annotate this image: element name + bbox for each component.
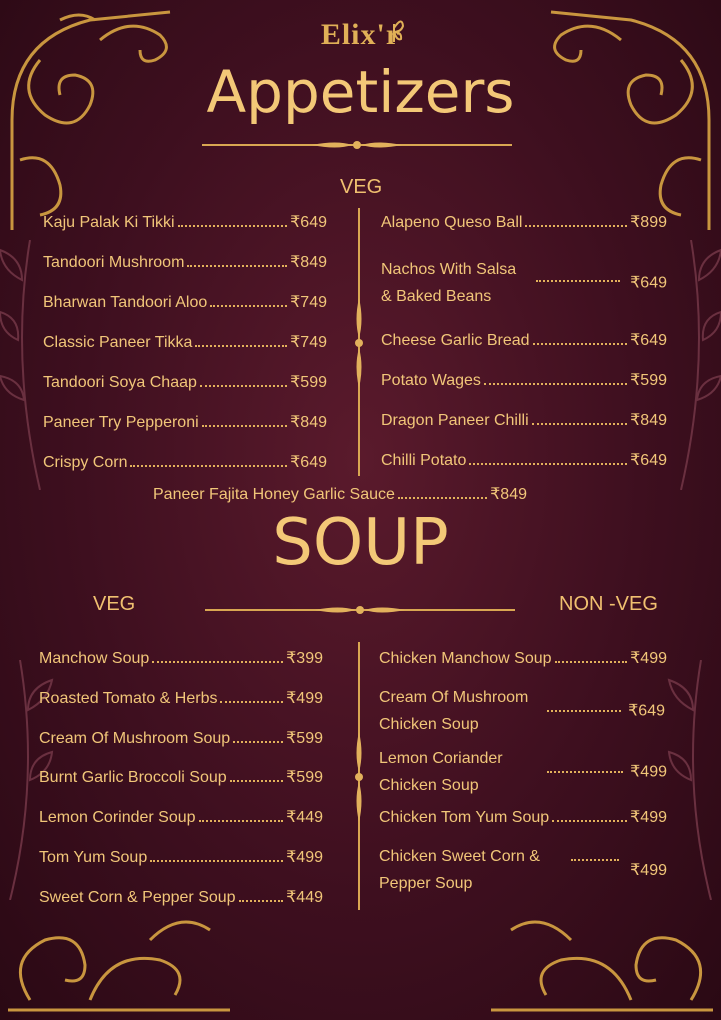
soup-nonveg-label: NON -VEG (559, 593, 658, 615)
menu-item: Cheese Garlic Bread ₹649 (381, 332, 667, 349)
soup-veg-label: VEG (93, 593, 136, 615)
menu-item: Cream Of Mushroom Soup ₹599 (39, 730, 323, 747)
menu-item: Tom Yum Soup ₹499 (39, 849, 323, 866)
brand-logo: Elix'r (320, 18, 401, 51)
menu-item: Bharwan Tandoori Aloo ₹749 (43, 294, 327, 311)
menu-item: Dragon Paneer Chilli ₹849 (381, 412, 667, 429)
corner-ornament-bottom-left (0, 900, 240, 1020)
menu-item: Lemon Corinder Soup ₹449 (39, 809, 323, 826)
soup-divider (205, 603, 515, 617)
menu-item: Tandoori Mushroom ₹849 (43, 254, 327, 271)
menu-item: Kaju Palak Ki Tikki ₹649 (43, 214, 327, 231)
corner-ornament-bottom-right (481, 900, 721, 1020)
menu-item: Nachos With Salsa & Baked Beans ₹649 (381, 261, 667, 305)
menu-item: Alapeno Queso Ball ₹899 (381, 214, 667, 231)
butterfly-icon (384, 18, 404, 44)
menu-item: Tandoori Soya Chaap ₹599 (43, 374, 327, 391)
menu-item: Chicken Sweet Corn & Pepper Soup ₹499 (379, 848, 667, 892)
menu-item: Paneer Try Pepperoni ₹849 (43, 414, 327, 431)
menu-item: Cream Of Mushroom Chicken Soup ₹649 (379, 689, 665, 733)
menu-item: Chicken Tom Yum Soup ₹499 (379, 809, 667, 826)
menu-item: Lemon Coriander Chicken Soup ₹499 (379, 750, 667, 794)
menu-item: Roasted Tomato & Herbs ₹499 (39, 690, 323, 707)
menu-item: Manchow Soup ₹399 (39, 650, 323, 667)
leaf-decoration-right (661, 240, 721, 490)
menu-item: Crispy Corn ₹649 (43, 454, 327, 471)
menu-item: Classic Paneer Tikka ₹749 (43, 334, 327, 351)
menu-item-centered: Paneer Fajita Honey Garlic Sauce ₹849 (153, 486, 527, 503)
soup-section-title: SOUP (272, 506, 449, 580)
menu-item: Burnt Garlic Broccoli Soup ₹599 (39, 769, 323, 786)
appetizers-veg-label: VEG (340, 176, 383, 198)
menu-item: Potato Wages ₹599 (381, 372, 667, 389)
page-title: Appetizers (206, 58, 515, 126)
menu-item: Sweet Corn & Pepper Soup ₹449 (39, 889, 323, 906)
leaf-decoration-right-lower (661, 660, 721, 900)
menu-item: Chilli Potato ₹649 (381, 452, 667, 469)
soup-column-divider (352, 642, 366, 910)
header-divider (202, 138, 512, 152)
appetizers-column-divider (352, 208, 366, 476)
menu-item: Chicken Manchow Soup ₹499 (379, 650, 667, 667)
